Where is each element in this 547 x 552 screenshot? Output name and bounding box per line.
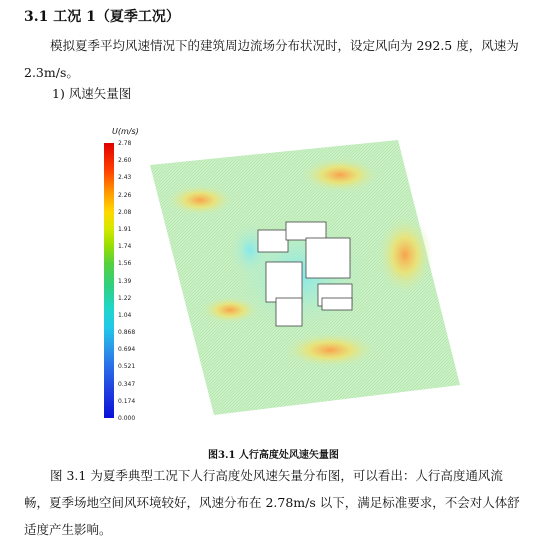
legend-tick-label: 0.174: [118, 397, 136, 405]
section-heading: 3.1 工况 1（夏季工况）: [24, 9, 180, 25]
legend-tick-label: 1.39: [118, 277, 132, 285]
legend-tick-label: 2.08: [118, 208, 132, 216]
legend-title: U(m/s): [112, 127, 139, 136]
legend-tick-label: 0.347: [118, 380, 136, 388]
legend-tick-label: 0.694: [118, 346, 136, 354]
legend-tick-label: 2.26: [118, 191, 132, 199]
legend-tick-label: 0.521: [118, 363, 136, 371]
legend-tick-label: 0.868: [118, 329, 136, 337]
flow-domain: [150, 140, 460, 415]
legend-tick-label: 2.60: [118, 157, 132, 165]
legend-tick-label: 1.22: [118, 294, 132, 302]
legend-tick-label: 1.91: [118, 225, 132, 233]
legend-tick-label: 1.04: [118, 311, 132, 319]
legend-tick-label: 0.000: [118, 415, 136, 422]
analysis-paragraph: 图 3.1 为夏季典型工况下人行高度处风速矢量分布图，可以看出：人行高度通风流畅，夏季场地空间风环境较好，风速分布在 2.78m/s 以下，满足标准要求，不会对人体舒适度产生影响。: [24, 468, 520, 537]
subsection-title: 1) 风速矢量图: [52, 86, 132, 101]
figure-caption: 图3.1 人行高度处风速矢量图: [208, 450, 339, 461]
legend-tick-label: 2.78: [118, 140, 132, 147]
legend-tick-label: 1.74: [118, 243, 132, 251]
legend-tick-label: 2.43: [118, 174, 132, 182]
legend-tick-label: 1.56: [118, 260, 132, 268]
intro-paragraph: 模拟夏季平均风速情况下的建筑周边流场分布状况时，设定风向为 292.5 度，风速为 2.3m/s。: [24, 38, 519, 80]
